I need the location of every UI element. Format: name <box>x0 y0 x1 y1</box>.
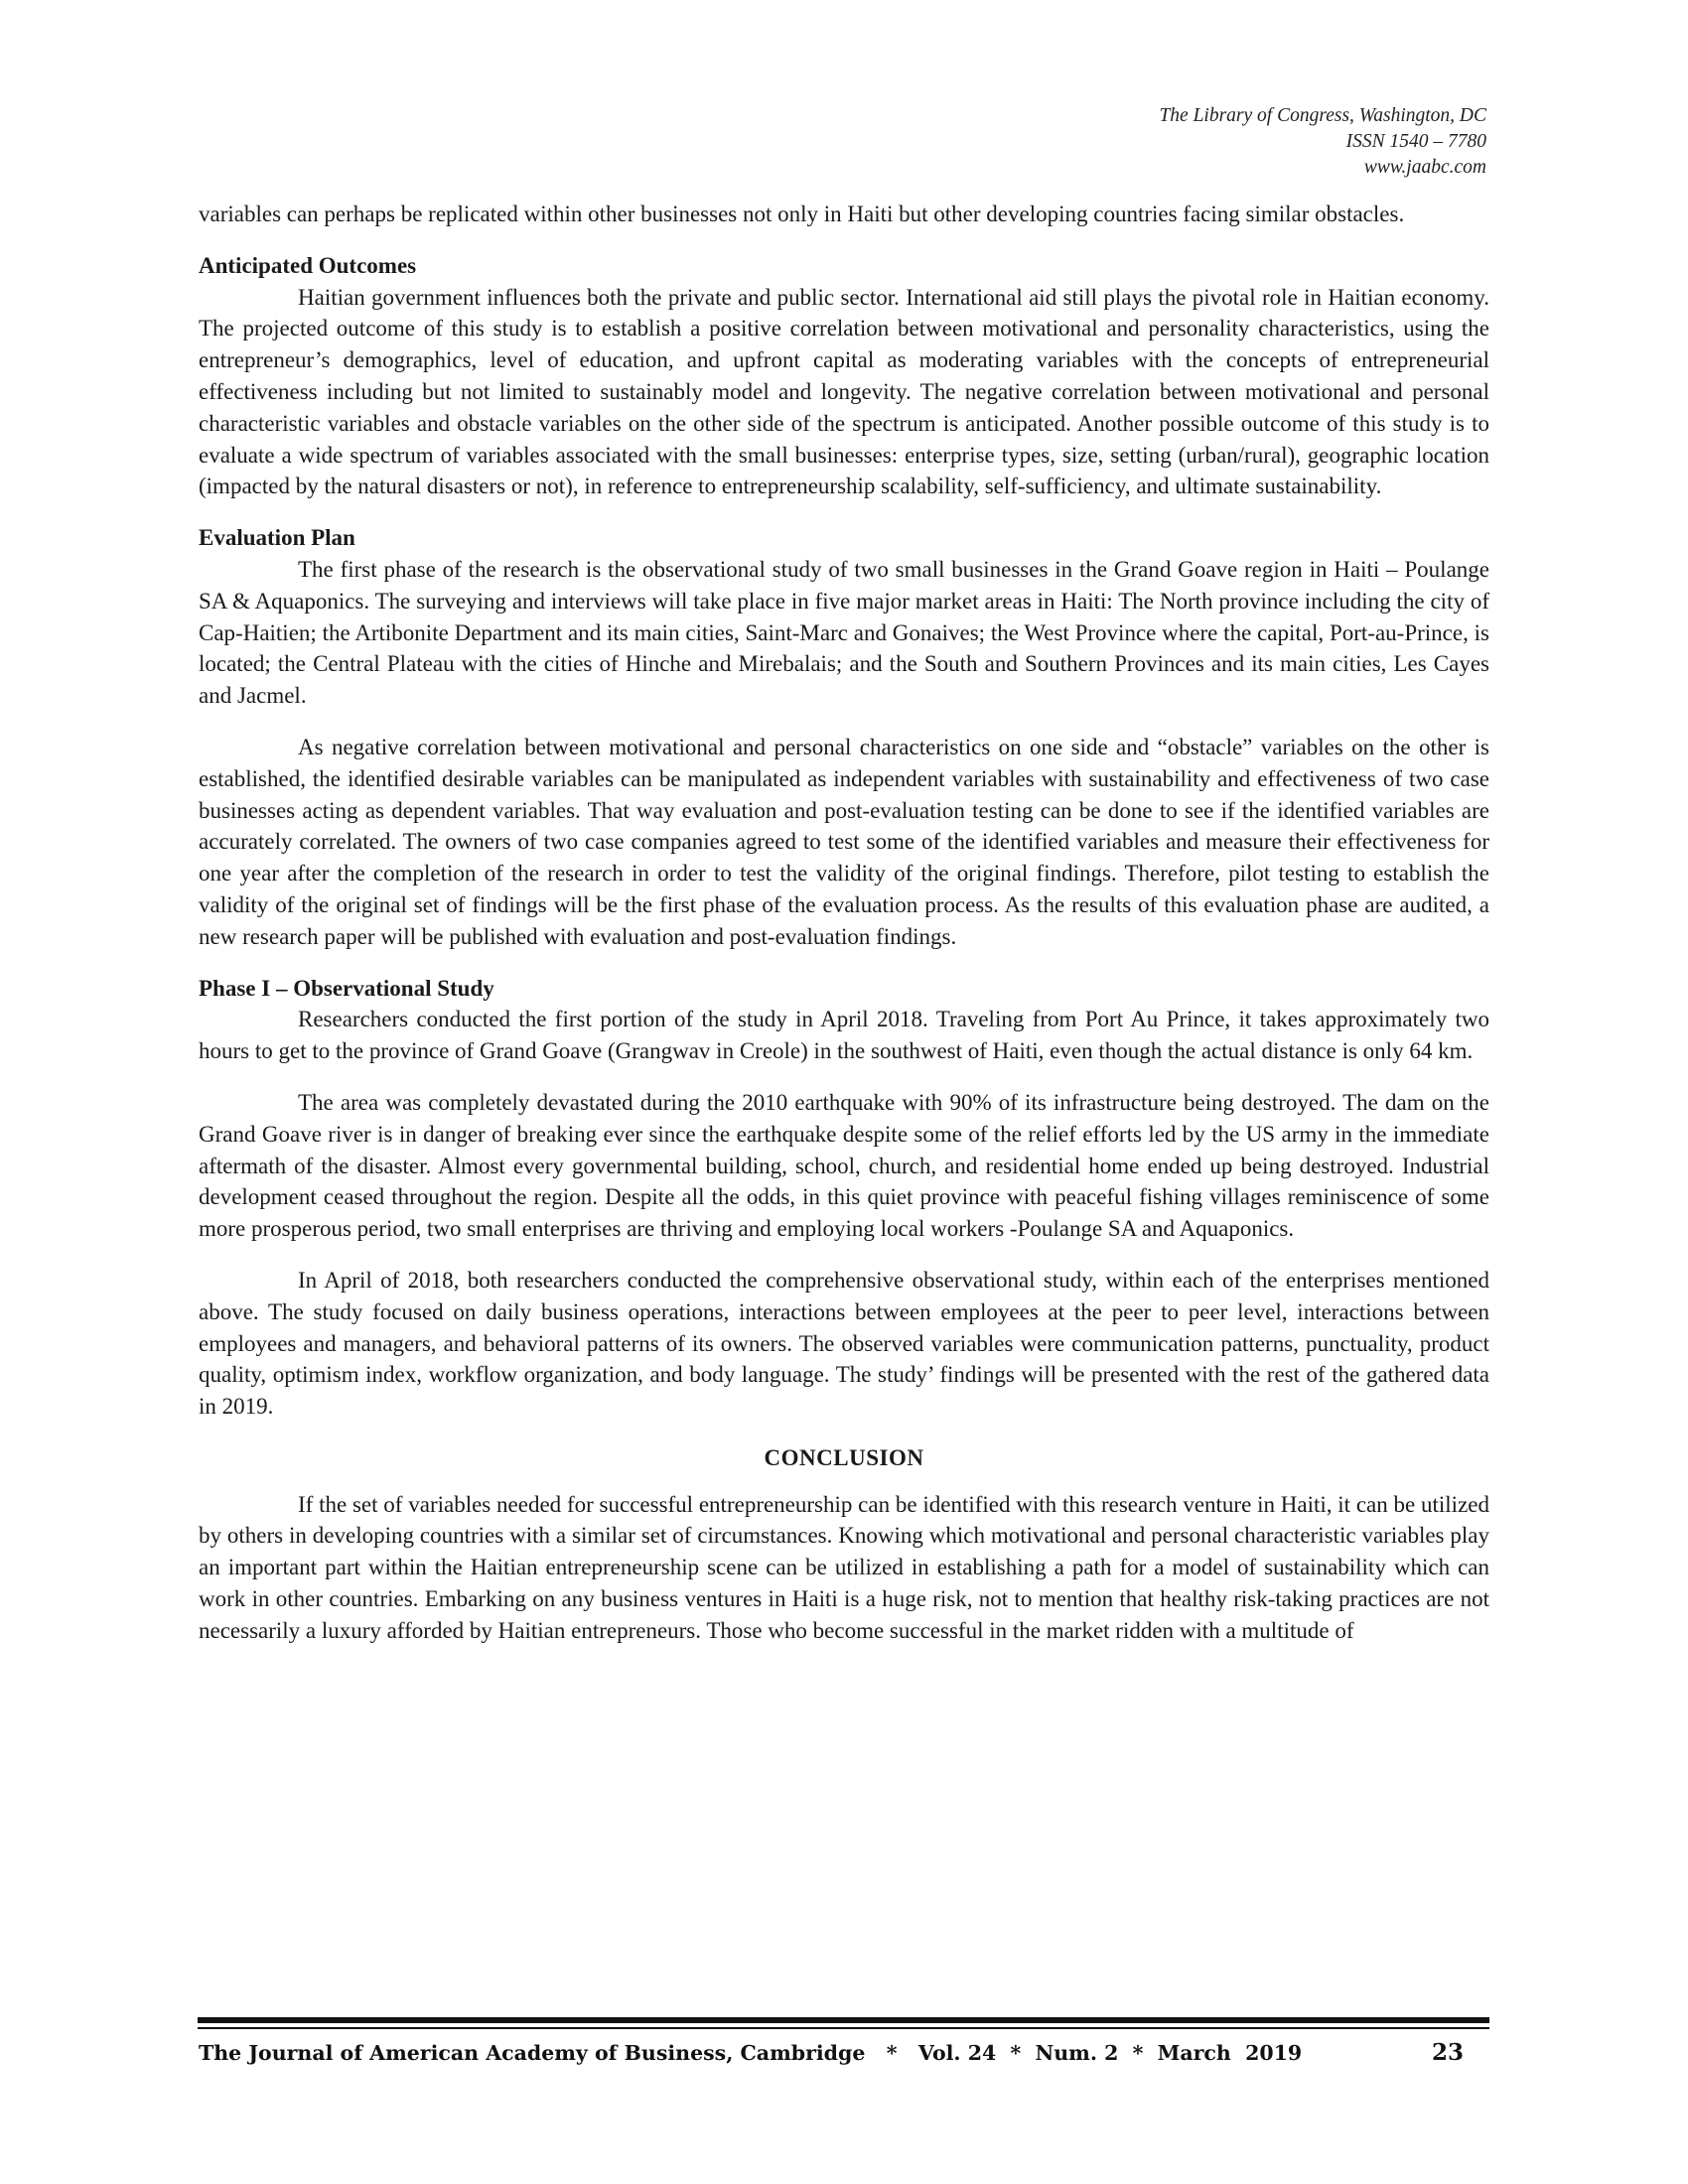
article-body <box>199 199 1489 1647</box>
phase-one-paragraph-2: The area was completely devastated during the 2010 earthquake with 90% of its infrastructure being destroyed. The dam on the Grand Goave river is in danger of breaking ever since the earthquake despite some of the relief efforts led by the US army in the immediate aftermath of the disaster. Almost every governmental building, school, church, and residential home ended up being destroyed. Industrial development ceased throughout the region. Despite all the odds, in this quiet province with peaceful fishing villages reminiscence of some more prosperous period, two small enterprises are thriving and employing local workers -Poulange SA and Aquaponics. <box>199 1089 1489 1242</box>
anticipated-outcomes-heading: Anticipated Outcomes <box>199 252 417 278</box>
evaluation-plan-paragraph-2: As negative correlation between motivational and personal characteristics on one side and “obstacle” variables on the other is established, the identified desirable variables can be manipulated as independent variables with sustainability and effectiveness of two case businesses acting as dependent variables. That way evaluation and post-evaluation testing can be done to see if the identified variables are accurately correlated. The owners of two case companies agreed to test some of the identified variables and measure their effectiveness for one year after the completion of the research in order to test the validity of the original findings. Therefore, pilot testing to establish the validity of the original set of findings will be the first phase of the evaluation process. As the results of this evaluation phase are audited, a new research paper will be published with evaluation and post-evaluation findings. <box>199 734 1489 949</box>
evaluation-plan-heading: Evaluation Plan <box>199 525 355 551</box>
header-publisher: The Library of Congress, Washington, DC <box>1159 105 1486 126</box>
page-number: 23 <box>1431 2039 1464 2066</box>
anticipated-outcomes-paragraph: Haitian government influences both the private and public sector. International aid still plays the pivotal role in Haitian economy. The projected outcome of this study is to establish a positive correlation between motivational and personality characteristics, using the entrepreneur’s demographics, level of education, and upfront capital as moderating variables with the concepts of entrepreneurial effectiveness including but not limited to sustainably model and longevity. The negative correlation between motivational and personal characteristic variables and obstacle variables on the other side of the spectrum is anticipated. Another possible outcome of this study is to evaluate a wide spectrum of variables associated with the small businesses: enterprise types, size, setting (urban/rural), geographic location (impacted by the natural disasters or not), in reference to entrepreneurship scalability, self-sufficiency, and ultimate sustainability. <box>199 284 1489 499</box>
footer-journal-citation: The Journal of American Academy of Business, Cambridge * Vol. 24 * Num. 2 * March 2019 <box>199 2041 1303 2065</box>
phase-one-heading: Phase I – Observational Study <box>199 975 494 1001</box>
footer-rule-thin <box>198 2027 1489 2029</box>
conclusion-paragraph: If the set of variables needed for successful entrepreneurship can be identified with this research venture in Haiti, it can be utilized by others in developing countries with a similar set of circumstances. Knowing which motivational and personal characteristic variables play an important part within the Haitian entrepreneurship scene can be utilized in establishing a path for a model of sustainability which can work in other countries. Embarking on any business ventures in Haiti is a huge risk, not to mention that healthy risk-taking practices are not necessarily a luxury afforded by Haitian entrepreneurs. Those who become successful in the market ridden with a multitude of <box>199 1491 1489 1643</box>
running-header <box>791 103 1486 181</box>
conclusion-heading: CONCLUSION <box>764 1444 924 1470</box>
phase-one-paragraph-1: Researchers conducted the first portion of the study in April 2018. Traveling from Port Au Prince, it takes approximately two hours to get to the province of Grand Goave (Grangwav in Creole) in the southwest of Haiti, even though the actual distance is only 64 km. <box>199 1007 1489 1064</box>
page-footer <box>199 2035 1489 2075</box>
phase-one-paragraph-3: In April of 2018, both researchers conducted the comprehensive observational study, within each of the enterprises mentioned above. The study focused on daily business operations, interactions between employees at the peer to peer level, interactions between employees and managers, and behavioral patterns of its owners. The observed variables were communication patterns, punctuality, product quality, optimism index, workflow organization, and body language. The study’ findings will be presented with the rest of the gathered data in 2019. <box>199 1267 1489 1420</box>
evaluation-plan-paragraph-1: The first phase of the research is the observational study of two small businesses in the Grand Goave region in Haiti – Poulange SA & Aquaponics. The surveying and interviews will take place in five major market areas in Haiti: The North province including the city of Cap-Haitien; the Artibonite Department and its main cities, Saint-Marc and Gonaives; the West Province where the capital, Port-au-Prince, is located; the Central Plateau with the cities of Hinche and Mirebalais; and the South and Southern Provinces and its main cities, Les Cayes and Jacmel. <box>199 556 1489 709</box>
footer-rule-thick <box>198 2017 1489 2023</box>
header-website: www.jaabc.com <box>1363 157 1486 178</box>
header-issn: ISSN 1540 – 7780 <box>1345 131 1486 152</box>
intro-continuation-paragraph: variables can perhaps be replicated within other businesses not only in Haiti but other developing countries facing similar obstacles. <box>199 202 1405 226</box>
